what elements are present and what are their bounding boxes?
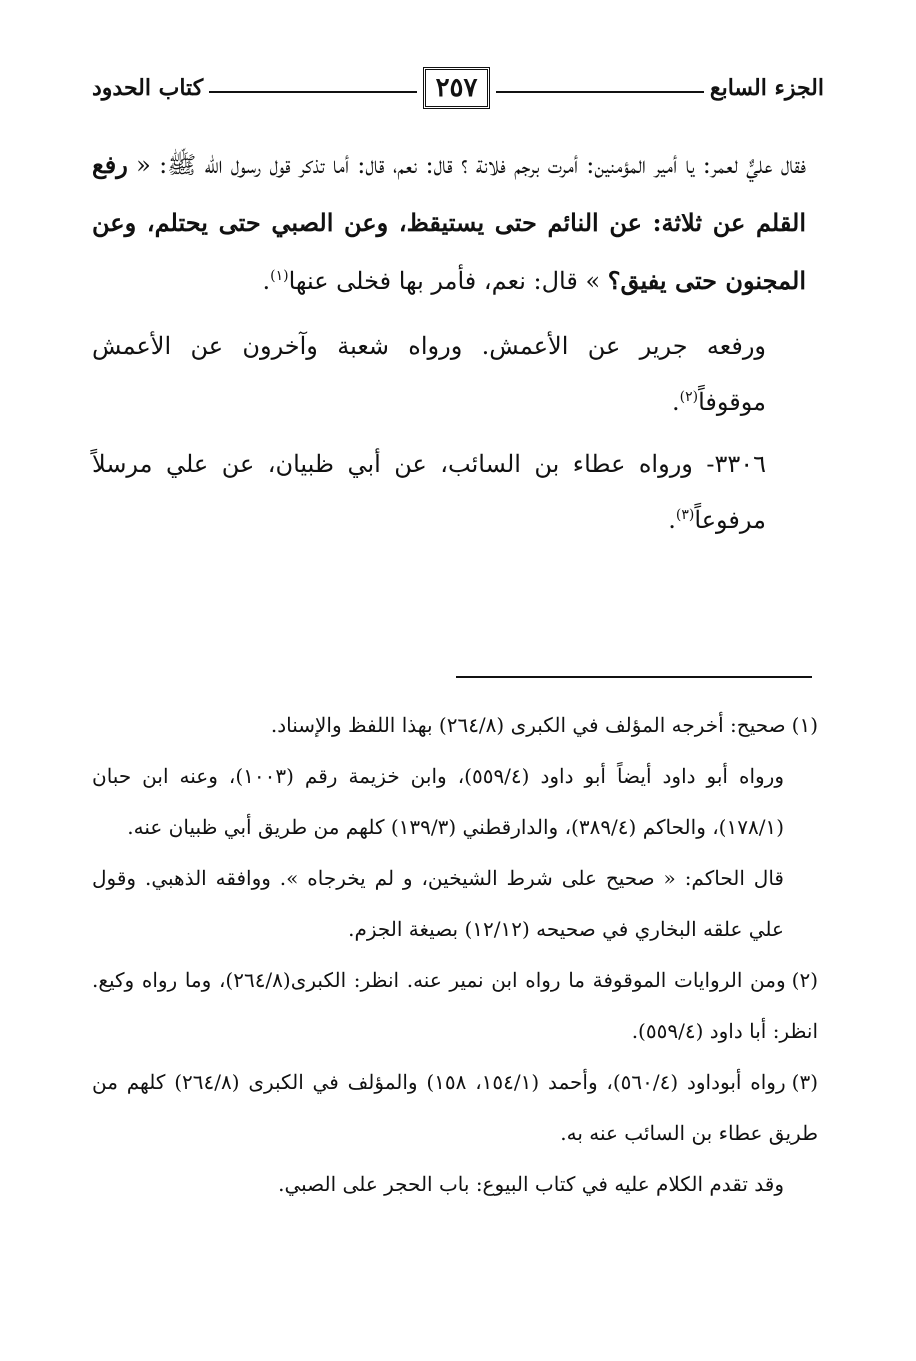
text-segment: ورفعه جرير عن الأعمش. ورواه شعبة وآخرون عن الأعمش موقوفاً (92, 332, 766, 416)
footnote-number: (١) (791, 713, 818, 737)
footnote-ref-1: (١) (270, 268, 289, 284)
footnote-1-continuation: ورواه أبو داود أيضاً أبو داود (٥٥٩/٤)، وابن خزيمة رقم (١٠٠٣)، وعنه ابن حبان (١٧٨/١)، والحاكم (٣٨٩/٤)، والدارقطني (١٣٩/٣) كلهم من طريق أبي ظبيان عنه. (92, 764, 784, 839)
period: . (671, 388, 680, 416)
footnotes (92, 700, 818, 1210)
paragraph-numbered (92, 436, 806, 548)
text-segment: ٣٣٠٦- ورواه عطاء بن السائب، عن أبي ظبيان، عن علي مرسلاً مرفوعاً (92, 450, 766, 534)
paragraph-hadith (92, 136, 806, 310)
footnote-ref-2: (٢) (679, 389, 699, 405)
text-segment: » قال: نعم، فأمر بها فخلى عنها (288, 267, 608, 295)
volume-title: الجزء السابع (709, 75, 824, 101)
footnote-text: رواه أبوداود (٥٦٠/٤)، وأحمد (١٥٤/١، ١٥٨) والمؤلف في الكبرى (٢٦٤/٨) كلهم من طريق عطاء بن السائب عنه به. (92, 1070, 818, 1145)
footnote-2 (92, 955, 818, 1057)
footnote-text: صحيح: أخرجه المؤلف في الكبرى (٢٦٤/٨) بهذا اللفظ والإسناد. (270, 713, 786, 737)
book-title: كتاب الحدود (92, 75, 204, 101)
header-rule-right (496, 91, 703, 93)
header-rule-left (209, 91, 416, 93)
footnote-1 (92, 700, 818, 751)
page-number: ٢٥٧ (423, 67, 491, 109)
footnote-1-continuation: قال الحاكم: « صحيح على شرط الشيخين، و لم يخرجاه ». ووافقه الذهبي. وقول علي علقه البخاري في صحيحه (١٢/١٢) بصيغة الجزم. (92, 866, 784, 941)
paragraph-narration (92, 318, 806, 430)
footnote-separator (456, 676, 812, 678)
footnote-text: ومن الروايات الموقوفة ما رواه ابن نمير عنه. انظر: الكبرى(٢٦٤/٨)، وما رواه وكيع. انظر: أبا داود (٥٥٩/٤). (92, 968, 818, 1043)
page-header (92, 62, 824, 114)
footnote-number: (٣) (791, 1070, 818, 1094)
footnote-3-continuation: وقد تقدم الكلام عليه في كتاب البيوع: باب الحجر على الصبي. (278, 1172, 784, 1196)
footnote-number: (٢) (791, 968, 818, 992)
main-text (92, 136, 806, 548)
hadith-text: رفع القلم عن ثلاثة: عن النائم حتى يستيقظ، وعن الصبي حتى يحتلم، وعن المجنون حتى يفيق؟ (92, 150, 806, 295)
period: . (262, 267, 271, 295)
period: . (668, 506, 676, 534)
footnote-3 (92, 1057, 818, 1159)
text-segment: فقال عليٌّ لعمر: يا أمير المؤمنين: أمرت برجم فلانة ؟ قال: نعم، قال: أما تذكر قول رسول الله ﷺ: « (127, 151, 806, 179)
footnote-ref-3: (٣) (675, 507, 695, 523)
